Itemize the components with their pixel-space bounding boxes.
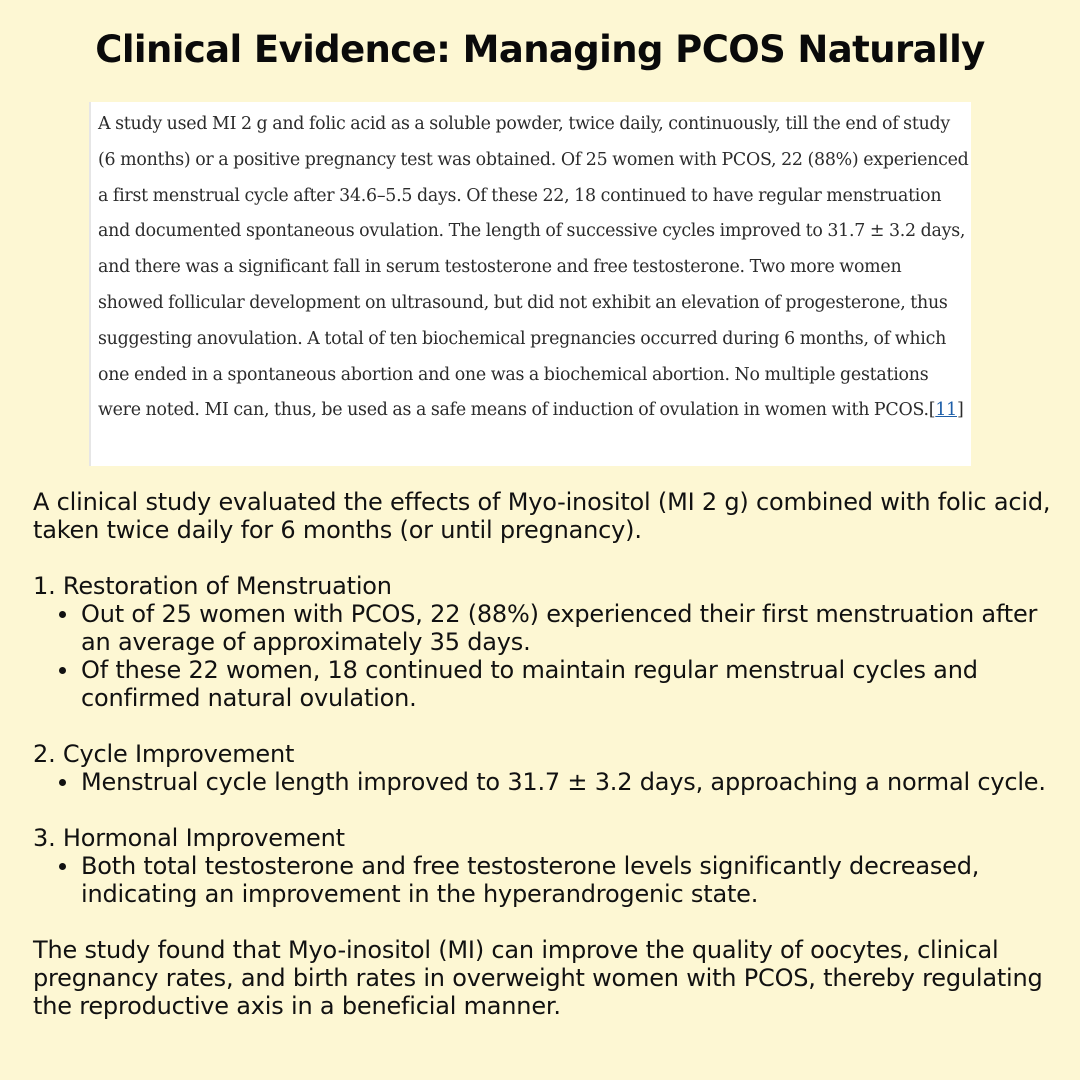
list-item: Out of 25 women with PCOS, 22 (88%) experienced their first menstruation after an average of approximately 35 days. <box>81 600 1053 656</box>
citation-bracket-open: [ <box>928 400 936 421</box>
section-list-hormonal <box>33 852 1053 908</box>
section-list-cycle <box>33 768 1053 796</box>
section-heading-menstruation: 1. Restoration of Menstruation <box>33 572 392 600</box>
list-item: Menstrual cycle length improved to 31.7 ± 3.2 days, approaching a normal cycle. <box>81 768 1053 796</box>
conclusion-paragraph: The study found that Myo-inositol (MI) can improve the quality of oocytes, clinical pregnancy rates, and birth rates in overweight women with PCOS, thereby regulating the reproductive axis in a beneficial manner. <box>33 936 1043 1020</box>
citation-link[interactable]: 11 <box>935 400 957 421</box>
section-list-menstruation <box>33 600 1053 712</box>
section-heading-hormonal: 3. Hormonal Improvement <box>33 824 345 852</box>
page-title: Clinical Evidence: Managing PCOS Naturally <box>95 28 985 71</box>
intro-paragraph: A clinical study evaluated the effects of Myo-inositol (MI 2 g) combined with folic acid, taken twice daily for 6 months (or until pregnancy). <box>33 488 1051 544</box>
citation-bracket-close: ] <box>956 400 964 421</box>
quoted-study-excerpt <box>89 102 971 466</box>
study-summary <box>33 488 1053 1020</box>
section-heading-cycle: 2. Cycle Improvement <box>33 740 295 768</box>
excerpt-paragraph <box>98 107 971 429</box>
list-item: Both total testosterone and free testosterone levels significantly decreased, indicating an improvement in the hyperandrogenic state. <box>81 852 1053 908</box>
list-item: Of these 22 women, 18 continued to maintain regular menstrual cycles and confirmed natural ovulation. <box>81 656 1053 712</box>
excerpt-text: A study used MI 2 g and folic acid as a soluble powder, twice daily, continuously, till the end of study (6 months) or a positive pregnancy test was obtained. Of 25 women with PCOS, 22 (88%) experienced a first menstrual cycle after 34.6–5.5 days. Of these 22, 18 continued to have regular menstruation and documented spontaneous ovulation. The length of successive cycles improved to 31.7 ± 3.2 days, and there was a significant fall in serum testosterone and free testosterone. Two more women showed follicular development on ultrasound, but did not exhibit an elevation of progesterone, thus suggesting anovulation. A total of ten biochemical pregnancies occurred during 6 months, of which one ended in a spontaneous abortion and one was a biochemical abortion. No multiple gestations were noted. MI can, thus, be used as a safe means of induction of ovulation in women with PCOS. <box>98 114 969 421</box>
